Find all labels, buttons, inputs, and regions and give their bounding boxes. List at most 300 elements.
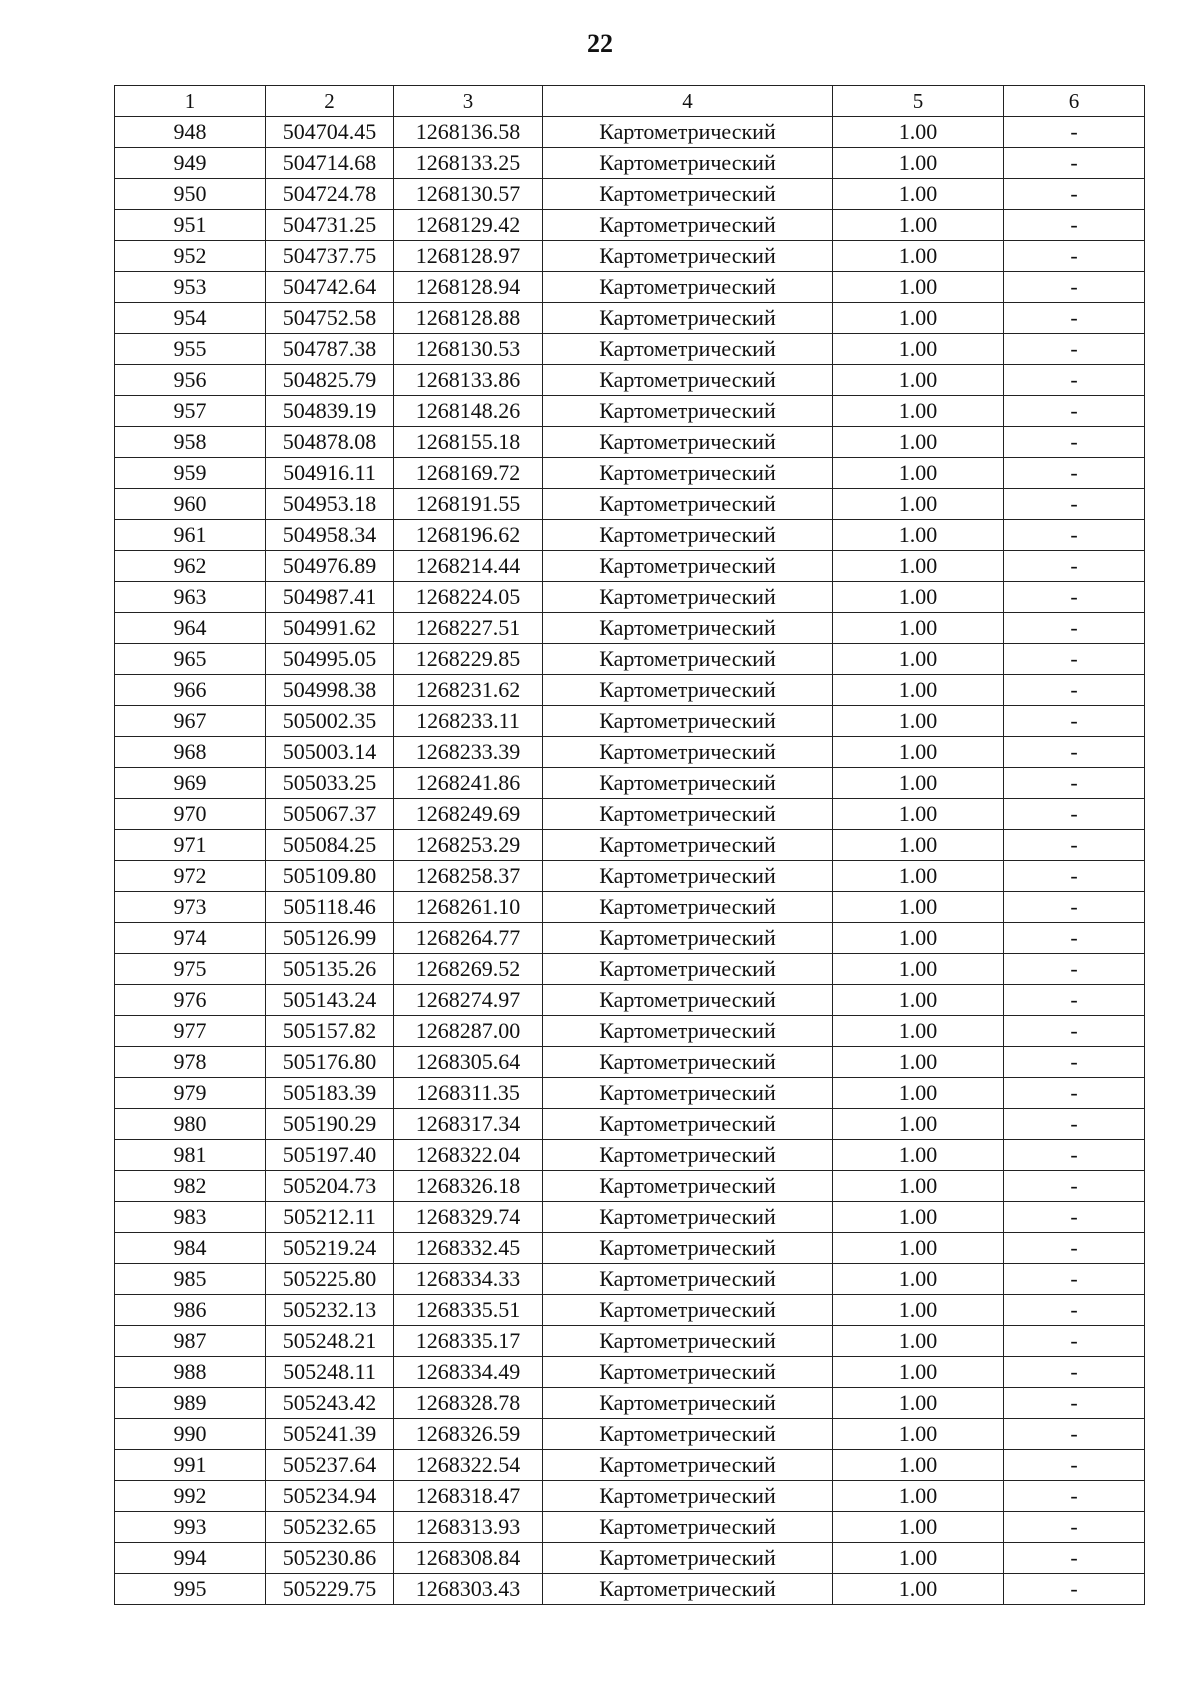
accuracy-cell: 1.00 [833, 644, 1004, 675]
x-coordinate-cell: 505248.21 [266, 1326, 394, 1357]
table-row [115, 1202, 1145, 1233]
method-cell: Картометрический [543, 117, 833, 148]
note-cell: - [1004, 706, 1145, 737]
table-row [115, 892, 1145, 923]
note-cell: - [1004, 582, 1145, 613]
table-row [115, 117, 1145, 148]
accuracy-cell: 1.00 [833, 148, 1004, 179]
point-number-cell: 978 [115, 1047, 266, 1078]
table-row [115, 1109, 1145, 1140]
x-coordinate-cell: 504998.38 [266, 675, 394, 706]
note-cell: - [1004, 1574, 1145, 1605]
point-number-cell: 994 [115, 1543, 266, 1574]
column-header: 4 [543, 86, 833, 117]
point-number-cell: 980 [115, 1109, 266, 1140]
x-coordinate-cell: 504839.19 [266, 396, 394, 427]
column-header: 6 [1004, 86, 1145, 117]
point-number-cell: 992 [115, 1481, 266, 1512]
method-cell: Картометрический [543, 1264, 833, 1295]
y-coordinate-cell: 1268128.88 [394, 303, 543, 334]
x-coordinate-cell: 505118.46 [266, 892, 394, 923]
table-row [115, 551, 1145, 582]
accuracy-cell: 1.00 [833, 179, 1004, 210]
method-cell: Картометрический [543, 1419, 833, 1450]
method-cell: Картометрический [543, 1357, 833, 1388]
method-cell: Картометрический [543, 148, 833, 179]
accuracy-cell: 1.00 [833, 1512, 1004, 1543]
table-row [115, 1512, 1145, 1543]
point-number-cell: 965 [115, 644, 266, 675]
method-cell: Картометрический [543, 427, 833, 458]
x-coordinate-cell: 505237.64 [266, 1450, 394, 1481]
table-row [115, 1543, 1145, 1574]
point-number-cell: 967 [115, 706, 266, 737]
x-coordinate-cell: 504916.11 [266, 458, 394, 489]
accuracy-cell: 1.00 [833, 241, 1004, 272]
method-cell: Картометрический [543, 1574, 833, 1605]
x-coordinate-cell: 505157.82 [266, 1016, 394, 1047]
y-coordinate-cell: 1268129.42 [394, 210, 543, 241]
note-cell: - [1004, 892, 1145, 923]
y-coordinate-cell: 1268313.93 [394, 1512, 543, 1543]
accuracy-cell: 1.00 [833, 1047, 1004, 1078]
note-cell: - [1004, 799, 1145, 830]
x-coordinate-cell: 505003.14 [266, 737, 394, 768]
method-cell: Картометрический [543, 1512, 833, 1543]
y-coordinate-cell: 1268231.62 [394, 675, 543, 706]
accuracy-cell: 1.00 [833, 706, 1004, 737]
accuracy-cell: 1.00 [833, 830, 1004, 861]
note-cell: - [1004, 334, 1145, 365]
y-coordinate-cell: 1268335.51 [394, 1295, 543, 1326]
accuracy-cell: 1.00 [833, 303, 1004, 334]
y-coordinate-cell: 1268287.00 [394, 1016, 543, 1047]
accuracy-cell: 1.00 [833, 923, 1004, 954]
x-coordinate-cell: 505230.86 [266, 1543, 394, 1574]
accuracy-cell: 1.00 [833, 1574, 1004, 1605]
method-cell: Картометрический [543, 613, 833, 644]
x-coordinate-cell: 504987.41 [266, 582, 394, 613]
accuracy-cell: 1.00 [833, 272, 1004, 303]
table-row [115, 396, 1145, 427]
method-cell: Картометрический [543, 861, 833, 892]
note-cell: - [1004, 303, 1145, 334]
method-cell: Картометрический [543, 334, 833, 365]
table-row [115, 768, 1145, 799]
y-coordinate-cell: 1268169.72 [394, 458, 543, 489]
table-row [115, 954, 1145, 985]
accuracy-cell: 1.00 [833, 117, 1004, 148]
point-number-cell: 979 [115, 1078, 266, 1109]
table-body [115, 117, 1145, 1605]
accuracy-cell: 1.00 [833, 1109, 1004, 1140]
table-row [115, 1481, 1145, 1512]
note-cell: - [1004, 1543, 1145, 1574]
method-cell: Картометрический [543, 768, 833, 799]
point-number-cell: 960 [115, 489, 266, 520]
method-cell: Картометрический [543, 1481, 833, 1512]
point-number-cell: 949 [115, 148, 266, 179]
point-number-cell: 963 [115, 582, 266, 613]
accuracy-cell: 1.00 [833, 396, 1004, 427]
y-coordinate-cell: 1268224.05 [394, 582, 543, 613]
point-number-cell: 952 [115, 241, 266, 272]
y-coordinate-cell: 1268133.86 [394, 365, 543, 396]
accuracy-cell: 1.00 [833, 427, 1004, 458]
note-cell: - [1004, 520, 1145, 551]
table-row [115, 1233, 1145, 1264]
x-coordinate-cell: 504825.79 [266, 365, 394, 396]
method-cell: Картометрический [543, 241, 833, 272]
table-row [115, 458, 1145, 489]
method-cell: Картометрический [543, 489, 833, 520]
method-cell: Картометрический [543, 1078, 833, 1109]
note-cell: - [1004, 1295, 1145, 1326]
y-coordinate-cell: 1268227.51 [394, 613, 543, 644]
y-coordinate-cell: 1268196.62 [394, 520, 543, 551]
method-cell: Картометрический [543, 985, 833, 1016]
point-number-cell: 981 [115, 1140, 266, 1171]
y-coordinate-cell: 1268128.94 [394, 272, 543, 303]
y-coordinate-cell: 1268233.11 [394, 706, 543, 737]
table-row [115, 1450, 1145, 1481]
method-cell: Картометрический [543, 892, 833, 923]
x-coordinate-cell: 505229.75 [266, 1574, 394, 1605]
y-coordinate-cell: 1268241.86 [394, 768, 543, 799]
y-coordinate-cell: 1268334.33 [394, 1264, 543, 1295]
y-coordinate-cell: 1268214.44 [394, 551, 543, 582]
note-cell: - [1004, 954, 1145, 985]
accuracy-cell: 1.00 [833, 799, 1004, 830]
note-cell: - [1004, 1357, 1145, 1388]
table-row [115, 1419, 1145, 1450]
accuracy-cell: 1.00 [833, 675, 1004, 706]
table-row [115, 737, 1145, 768]
table-row [115, 582, 1145, 613]
table-row [115, 241, 1145, 272]
note-cell: - [1004, 1140, 1145, 1171]
note-cell: - [1004, 396, 1145, 427]
table-row [115, 861, 1145, 892]
x-coordinate-cell: 505204.73 [266, 1171, 394, 1202]
method-cell: Картометрический [543, 1450, 833, 1481]
y-coordinate-cell: 1268136.58 [394, 117, 543, 148]
accuracy-cell: 1.00 [833, 1450, 1004, 1481]
method-cell: Картометрический [543, 1233, 833, 1264]
x-coordinate-cell: 505143.24 [266, 985, 394, 1016]
point-number-cell: 966 [115, 675, 266, 706]
accuracy-cell: 1.00 [833, 551, 1004, 582]
table-row [115, 799, 1145, 830]
note-cell: - [1004, 737, 1145, 768]
x-coordinate-cell: 505126.99 [266, 923, 394, 954]
method-cell: Картометрический [543, 1016, 833, 1047]
point-number-cell: 973 [115, 892, 266, 923]
table-row [115, 489, 1145, 520]
x-coordinate-cell: 505135.26 [266, 954, 394, 985]
method-cell: Картометрический [543, 272, 833, 303]
x-coordinate-cell: 504878.08 [266, 427, 394, 458]
y-coordinate-cell: 1268317.34 [394, 1109, 543, 1140]
point-number-cell: 955 [115, 334, 266, 365]
x-coordinate-cell: 504995.05 [266, 644, 394, 675]
note-cell: - [1004, 1047, 1145, 1078]
page-number: 22 [587, 29, 613, 58]
column-header: 5 [833, 86, 1004, 117]
y-coordinate-cell: 1268229.85 [394, 644, 543, 675]
coordinates-table [114, 85, 1145, 1605]
point-number-cell: 948 [115, 117, 266, 148]
table-row [115, 303, 1145, 334]
note-cell: - [1004, 489, 1145, 520]
table-row [115, 1388, 1145, 1419]
x-coordinate-cell: 505248.11 [266, 1357, 394, 1388]
note-cell: - [1004, 551, 1145, 582]
y-coordinate-cell: 1268322.04 [394, 1140, 543, 1171]
point-number-cell: 959 [115, 458, 266, 489]
point-number-cell: 982 [115, 1171, 266, 1202]
method-cell: Картометрический [543, 830, 833, 861]
y-coordinate-cell: 1268233.39 [394, 737, 543, 768]
point-number-cell: 972 [115, 861, 266, 892]
method-cell: Картометрический [543, 1171, 833, 1202]
y-coordinate-cell: 1268130.57 [394, 179, 543, 210]
y-coordinate-cell: 1268148.26 [394, 396, 543, 427]
y-coordinate-cell: 1268305.64 [394, 1047, 543, 1078]
note-cell: - [1004, 1450, 1145, 1481]
accuracy-cell: 1.00 [833, 582, 1004, 613]
method-cell: Картометрический [543, 706, 833, 737]
note-cell: - [1004, 210, 1145, 241]
accuracy-cell: 1.00 [833, 1078, 1004, 1109]
y-coordinate-cell: 1268322.54 [394, 1450, 543, 1481]
method-cell: Картометрический [543, 923, 833, 954]
note-cell: - [1004, 1264, 1145, 1295]
accuracy-cell: 1.00 [833, 985, 1004, 1016]
note-cell: - [1004, 1109, 1145, 1140]
method-cell: Картометрический [543, 365, 833, 396]
note-cell: - [1004, 644, 1145, 675]
x-coordinate-cell: 504976.89 [266, 551, 394, 582]
accuracy-cell: 1.00 [833, 1016, 1004, 1047]
point-number-cell: 958 [115, 427, 266, 458]
point-number-cell: 974 [115, 923, 266, 954]
point-number-cell: 987 [115, 1326, 266, 1357]
point-number-cell: 976 [115, 985, 266, 1016]
point-number-cell: 989 [115, 1388, 266, 1419]
point-number-cell: 954 [115, 303, 266, 334]
point-number-cell: 951 [115, 210, 266, 241]
x-coordinate-cell: 504737.75 [266, 241, 394, 272]
y-coordinate-cell: 1268128.97 [394, 241, 543, 272]
method-cell: Картометрический [543, 303, 833, 334]
method-cell: Картометрический [543, 551, 833, 582]
table-row [115, 1078, 1145, 1109]
table-row [115, 1171, 1145, 1202]
accuracy-cell: 1.00 [833, 1419, 1004, 1450]
accuracy-cell: 1.00 [833, 1481, 1004, 1512]
point-number-cell: 985 [115, 1264, 266, 1295]
x-coordinate-cell: 505243.42 [266, 1388, 394, 1419]
method-cell: Картометрический [543, 954, 833, 985]
accuracy-cell: 1.00 [833, 458, 1004, 489]
y-coordinate-cell: 1268133.25 [394, 148, 543, 179]
accuracy-cell: 1.00 [833, 892, 1004, 923]
method-cell: Картометрический [543, 737, 833, 768]
column-header: 3 [394, 86, 543, 117]
note-cell: - [1004, 1171, 1145, 1202]
point-number-cell: 991 [115, 1450, 266, 1481]
note-cell: - [1004, 923, 1145, 954]
y-coordinate-cell: 1268335.17 [394, 1326, 543, 1357]
y-coordinate-cell: 1268253.29 [394, 830, 543, 861]
x-coordinate-cell: 504724.78 [266, 179, 394, 210]
table-row [115, 830, 1145, 861]
note-cell: - [1004, 427, 1145, 458]
point-number-cell: 975 [115, 954, 266, 985]
x-coordinate-cell: 505241.39 [266, 1419, 394, 1450]
table-row [115, 1140, 1145, 1171]
table-row [115, 272, 1145, 303]
point-number-cell: 983 [115, 1202, 266, 1233]
x-coordinate-cell: 505197.40 [266, 1140, 394, 1171]
y-coordinate-cell: 1268332.45 [394, 1233, 543, 1264]
x-coordinate-cell: 505190.29 [266, 1109, 394, 1140]
point-number-cell: 993 [115, 1512, 266, 1543]
y-coordinate-cell: 1268274.97 [394, 985, 543, 1016]
table-row [115, 1326, 1145, 1357]
table-row [115, 1047, 1145, 1078]
x-coordinate-cell: 505084.25 [266, 830, 394, 861]
y-coordinate-cell: 1268130.53 [394, 334, 543, 365]
method-cell: Картометрический [543, 1140, 833, 1171]
point-number-cell: 977 [115, 1016, 266, 1047]
accuracy-cell: 1.00 [833, 1264, 1004, 1295]
accuracy-cell: 1.00 [833, 861, 1004, 892]
method-cell: Картометрический [543, 799, 833, 830]
note-cell: - [1004, 148, 1145, 179]
method-cell: Картометрический [543, 1388, 833, 1419]
note-cell: - [1004, 985, 1145, 1016]
table-row [115, 675, 1145, 706]
note-cell: - [1004, 675, 1145, 706]
method-cell: Картометрический [543, 520, 833, 551]
note-cell: - [1004, 830, 1145, 861]
y-coordinate-cell: 1268261.10 [394, 892, 543, 923]
accuracy-cell: 1.00 [833, 1171, 1004, 1202]
accuracy-cell: 1.00 [833, 365, 1004, 396]
accuracy-cell: 1.00 [833, 489, 1004, 520]
table-row [115, 613, 1145, 644]
accuracy-cell: 1.00 [833, 520, 1004, 551]
y-coordinate-cell: 1268326.59 [394, 1419, 543, 1450]
note-cell: - [1004, 365, 1145, 396]
method-cell: Картометрический [543, 1295, 833, 1326]
table-row [115, 179, 1145, 210]
note-cell: - [1004, 272, 1145, 303]
note-cell: - [1004, 1202, 1145, 1233]
method-cell: Картометрический [543, 675, 833, 706]
accuracy-cell: 1.00 [833, 1233, 1004, 1264]
accuracy-cell: 1.00 [833, 613, 1004, 644]
point-number-cell: 969 [115, 768, 266, 799]
method-cell: Картометрический [543, 1202, 833, 1233]
method-cell: Картометрический [543, 179, 833, 210]
accuracy-cell: 1.00 [833, 1140, 1004, 1171]
method-cell: Картометрический [543, 644, 833, 675]
y-coordinate-cell: 1268303.43 [394, 1574, 543, 1605]
note-cell: - [1004, 1419, 1145, 1450]
x-coordinate-cell: 505067.37 [266, 799, 394, 830]
x-coordinate-cell: 504742.64 [266, 272, 394, 303]
note-cell: - [1004, 861, 1145, 892]
x-coordinate-cell: 505033.25 [266, 768, 394, 799]
table-row [115, 923, 1145, 954]
accuracy-cell: 1.00 [833, 1357, 1004, 1388]
x-coordinate-cell: 504953.18 [266, 489, 394, 520]
y-coordinate-cell: 1268326.18 [394, 1171, 543, 1202]
point-number-cell: 971 [115, 830, 266, 861]
y-coordinate-cell: 1268329.74 [394, 1202, 543, 1233]
y-coordinate-cell: 1268311.35 [394, 1078, 543, 1109]
y-coordinate-cell: 1268318.47 [394, 1481, 543, 1512]
y-coordinate-cell: 1268249.69 [394, 799, 543, 830]
table-header-row [115, 86, 1145, 117]
method-cell: Картометрический [543, 1047, 833, 1078]
table-row [115, 1016, 1145, 1047]
table-row [115, 1574, 1145, 1605]
method-cell: Картометрический [543, 458, 833, 489]
table-row [115, 985, 1145, 1016]
table-row [115, 365, 1145, 396]
table-row [115, 334, 1145, 365]
point-number-cell: 961 [115, 520, 266, 551]
note-cell: - [1004, 1512, 1145, 1543]
point-number-cell: 968 [115, 737, 266, 768]
point-number-cell: 953 [115, 272, 266, 303]
x-coordinate-cell: 504704.45 [266, 117, 394, 148]
table-row [115, 520, 1145, 551]
accuracy-cell: 1.00 [833, 737, 1004, 768]
x-coordinate-cell: 505219.24 [266, 1233, 394, 1264]
note-cell: - [1004, 458, 1145, 489]
x-coordinate-cell: 504958.34 [266, 520, 394, 551]
x-coordinate-cell: 504731.25 [266, 210, 394, 241]
note-cell: - [1004, 117, 1145, 148]
accuracy-cell: 1.00 [833, 1543, 1004, 1574]
accuracy-cell: 1.00 [833, 1295, 1004, 1326]
y-coordinate-cell: 1268308.84 [394, 1543, 543, 1574]
point-number-cell: 984 [115, 1233, 266, 1264]
method-cell: Картометрический [543, 1326, 833, 1357]
note-cell: - [1004, 1078, 1145, 1109]
column-header: 1 [115, 86, 266, 117]
note-cell: - [1004, 613, 1145, 644]
accuracy-cell: 1.00 [833, 768, 1004, 799]
point-number-cell: 964 [115, 613, 266, 644]
method-cell: Картометрический [543, 1109, 833, 1140]
accuracy-cell: 1.00 [833, 334, 1004, 365]
table-row [115, 427, 1145, 458]
point-number-cell: 990 [115, 1419, 266, 1450]
point-number-cell: 956 [115, 365, 266, 396]
y-coordinate-cell: 1268155.18 [394, 427, 543, 458]
accuracy-cell: 1.00 [833, 954, 1004, 985]
y-coordinate-cell: 1268269.52 [394, 954, 543, 985]
x-coordinate-cell: 505232.13 [266, 1295, 394, 1326]
accuracy-cell: 1.00 [833, 1326, 1004, 1357]
table-row [115, 1264, 1145, 1295]
